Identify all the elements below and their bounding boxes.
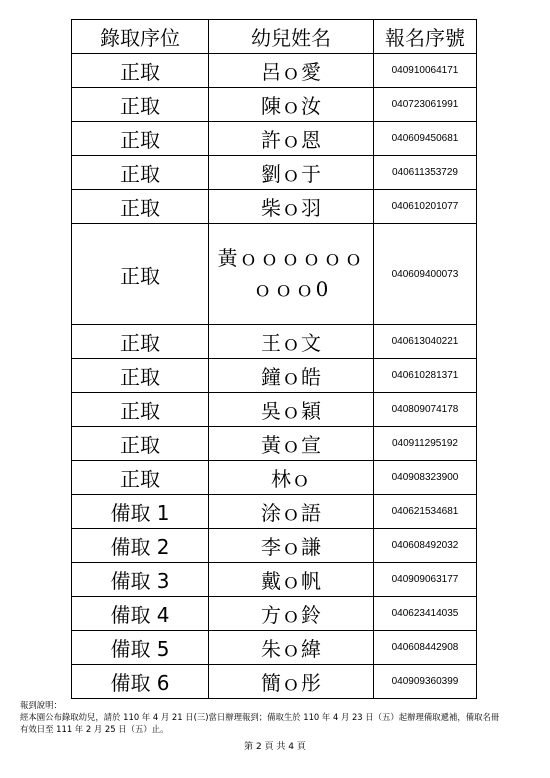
notes-line-1: 經本園公布錄取幼兒，請於 110 年 4 月 21 日(三)當日辦理報到；備取生於 110 年 4 月 23 日（五）起辦理備取遞補，備取名冊	[20, 712, 500, 722]
table-row	[72, 427, 477, 461]
rank-cell: 備取 4	[72, 597, 209, 631]
child-name-cell: 黃ｏｏｏｏｏｏｏｏｏ0	[209, 224, 374, 325]
child-name-cell: 許ｏ恩	[209, 122, 374, 156]
registration-number-cell: 040609450681	[374, 122, 477, 156]
table-row	[72, 359, 477, 393]
page-number: 第 2 頁 共 4 頁	[244, 742, 306, 752]
rank-cell: 備取 5	[72, 631, 209, 665]
table-row	[72, 122, 477, 156]
registration-number-cell: 040613040221	[374, 325, 477, 359]
rank-cell: 正取	[72, 461, 209, 495]
registration-notes	[20, 699, 535, 735]
child-name-cell: 呂ｏ愛	[209, 54, 374, 88]
registration-number-cell: 040910064171	[374, 54, 477, 88]
table-row	[72, 393, 477, 427]
registration-number-cell: 040609400073	[374, 224, 477, 325]
table-row	[72, 224, 477, 325]
rank-cell: 正取	[72, 190, 209, 224]
rank-cell: 正取	[72, 156, 209, 190]
child-name-cell: 林ｏ	[209, 461, 374, 495]
rank-cell: 正取	[72, 393, 209, 427]
child-name-cell: 鐘ｏ皓	[209, 359, 374, 393]
child-name-cell: 劉ｏ于	[209, 156, 374, 190]
table-row	[72, 156, 477, 190]
child-name-cell: 戴ｏ帆	[209, 563, 374, 597]
header-reg: 報名序號	[374, 20, 477, 54]
rank-cell: 正取	[72, 224, 209, 325]
registration-number-cell: 040623414035	[374, 597, 477, 631]
registration-number-cell: 040610201077	[374, 190, 477, 224]
table-row	[72, 631, 477, 665]
child-name-cell: 朱ｏ緯	[209, 631, 374, 665]
registration-number-cell: 040908323900	[374, 461, 477, 495]
registration-number-cell: 040610281371	[374, 359, 477, 393]
rank-cell: 備取 3	[72, 563, 209, 597]
rank-cell: 正取	[72, 359, 209, 393]
notes-title: 報到說明：	[20, 700, 62, 710]
registration-number-cell: 040608442908	[374, 631, 477, 665]
admission-table	[71, 19, 477, 699]
registration-number-cell: 040723061991	[374, 88, 477, 122]
registration-number-cell: 040621534681	[374, 495, 477, 529]
registration-number-cell: 040909063177	[374, 563, 477, 597]
table-row	[72, 325, 477, 359]
table-row	[72, 495, 477, 529]
table-row	[72, 461, 477, 495]
child-name-cell: 吳ｏ穎	[209, 393, 374, 427]
registration-number-cell: 040909360399	[374, 665, 477, 699]
child-name-cell: 陳ｏ汝	[209, 88, 374, 122]
table-row	[72, 665, 477, 699]
header-name: 幼兒姓名	[209, 20, 374, 54]
rank-cell: 備取 2	[72, 529, 209, 563]
table-body	[72, 54, 477, 699]
registration-number-cell: 040608492032	[374, 529, 477, 563]
rank-cell: 正取	[72, 88, 209, 122]
child-name-cell: 涂ｏ語	[209, 495, 374, 529]
rank-cell: 正取	[72, 325, 209, 359]
registration-number-cell: 040911295192	[374, 427, 477, 461]
table-row	[72, 597, 477, 631]
table-row	[72, 529, 477, 563]
child-name-cell: 王ｏ文	[209, 325, 374, 359]
rank-cell: 正取	[72, 427, 209, 461]
table-row	[72, 190, 477, 224]
rank-cell: 備取 6	[72, 665, 209, 699]
table-row	[72, 88, 477, 122]
notes-line-2: 有效日至 111 年 2 月 25 日（五）止。	[20, 724, 169, 734]
table-row	[72, 54, 477, 88]
child-name-cell: 簡ｏ彤	[209, 665, 374, 699]
table-header-row	[72, 20, 477, 54]
child-name-cell: 方ｏ鈴	[209, 597, 374, 631]
child-name-cell: 黃ｏ宣	[209, 427, 374, 461]
registration-number-cell: 040809074178	[374, 393, 477, 427]
rank-cell: 正取	[72, 54, 209, 88]
child-name-cell: 李ｏ謙	[209, 529, 374, 563]
registration-number-cell: 040611353729	[374, 156, 477, 190]
header-rank: 錄取序位	[72, 20, 209, 54]
rank-cell: 正取	[72, 122, 209, 156]
child-name-cell: 柴ｏ羽	[209, 190, 374, 224]
rank-cell: 備取 1	[72, 495, 209, 529]
table-row	[72, 563, 477, 597]
